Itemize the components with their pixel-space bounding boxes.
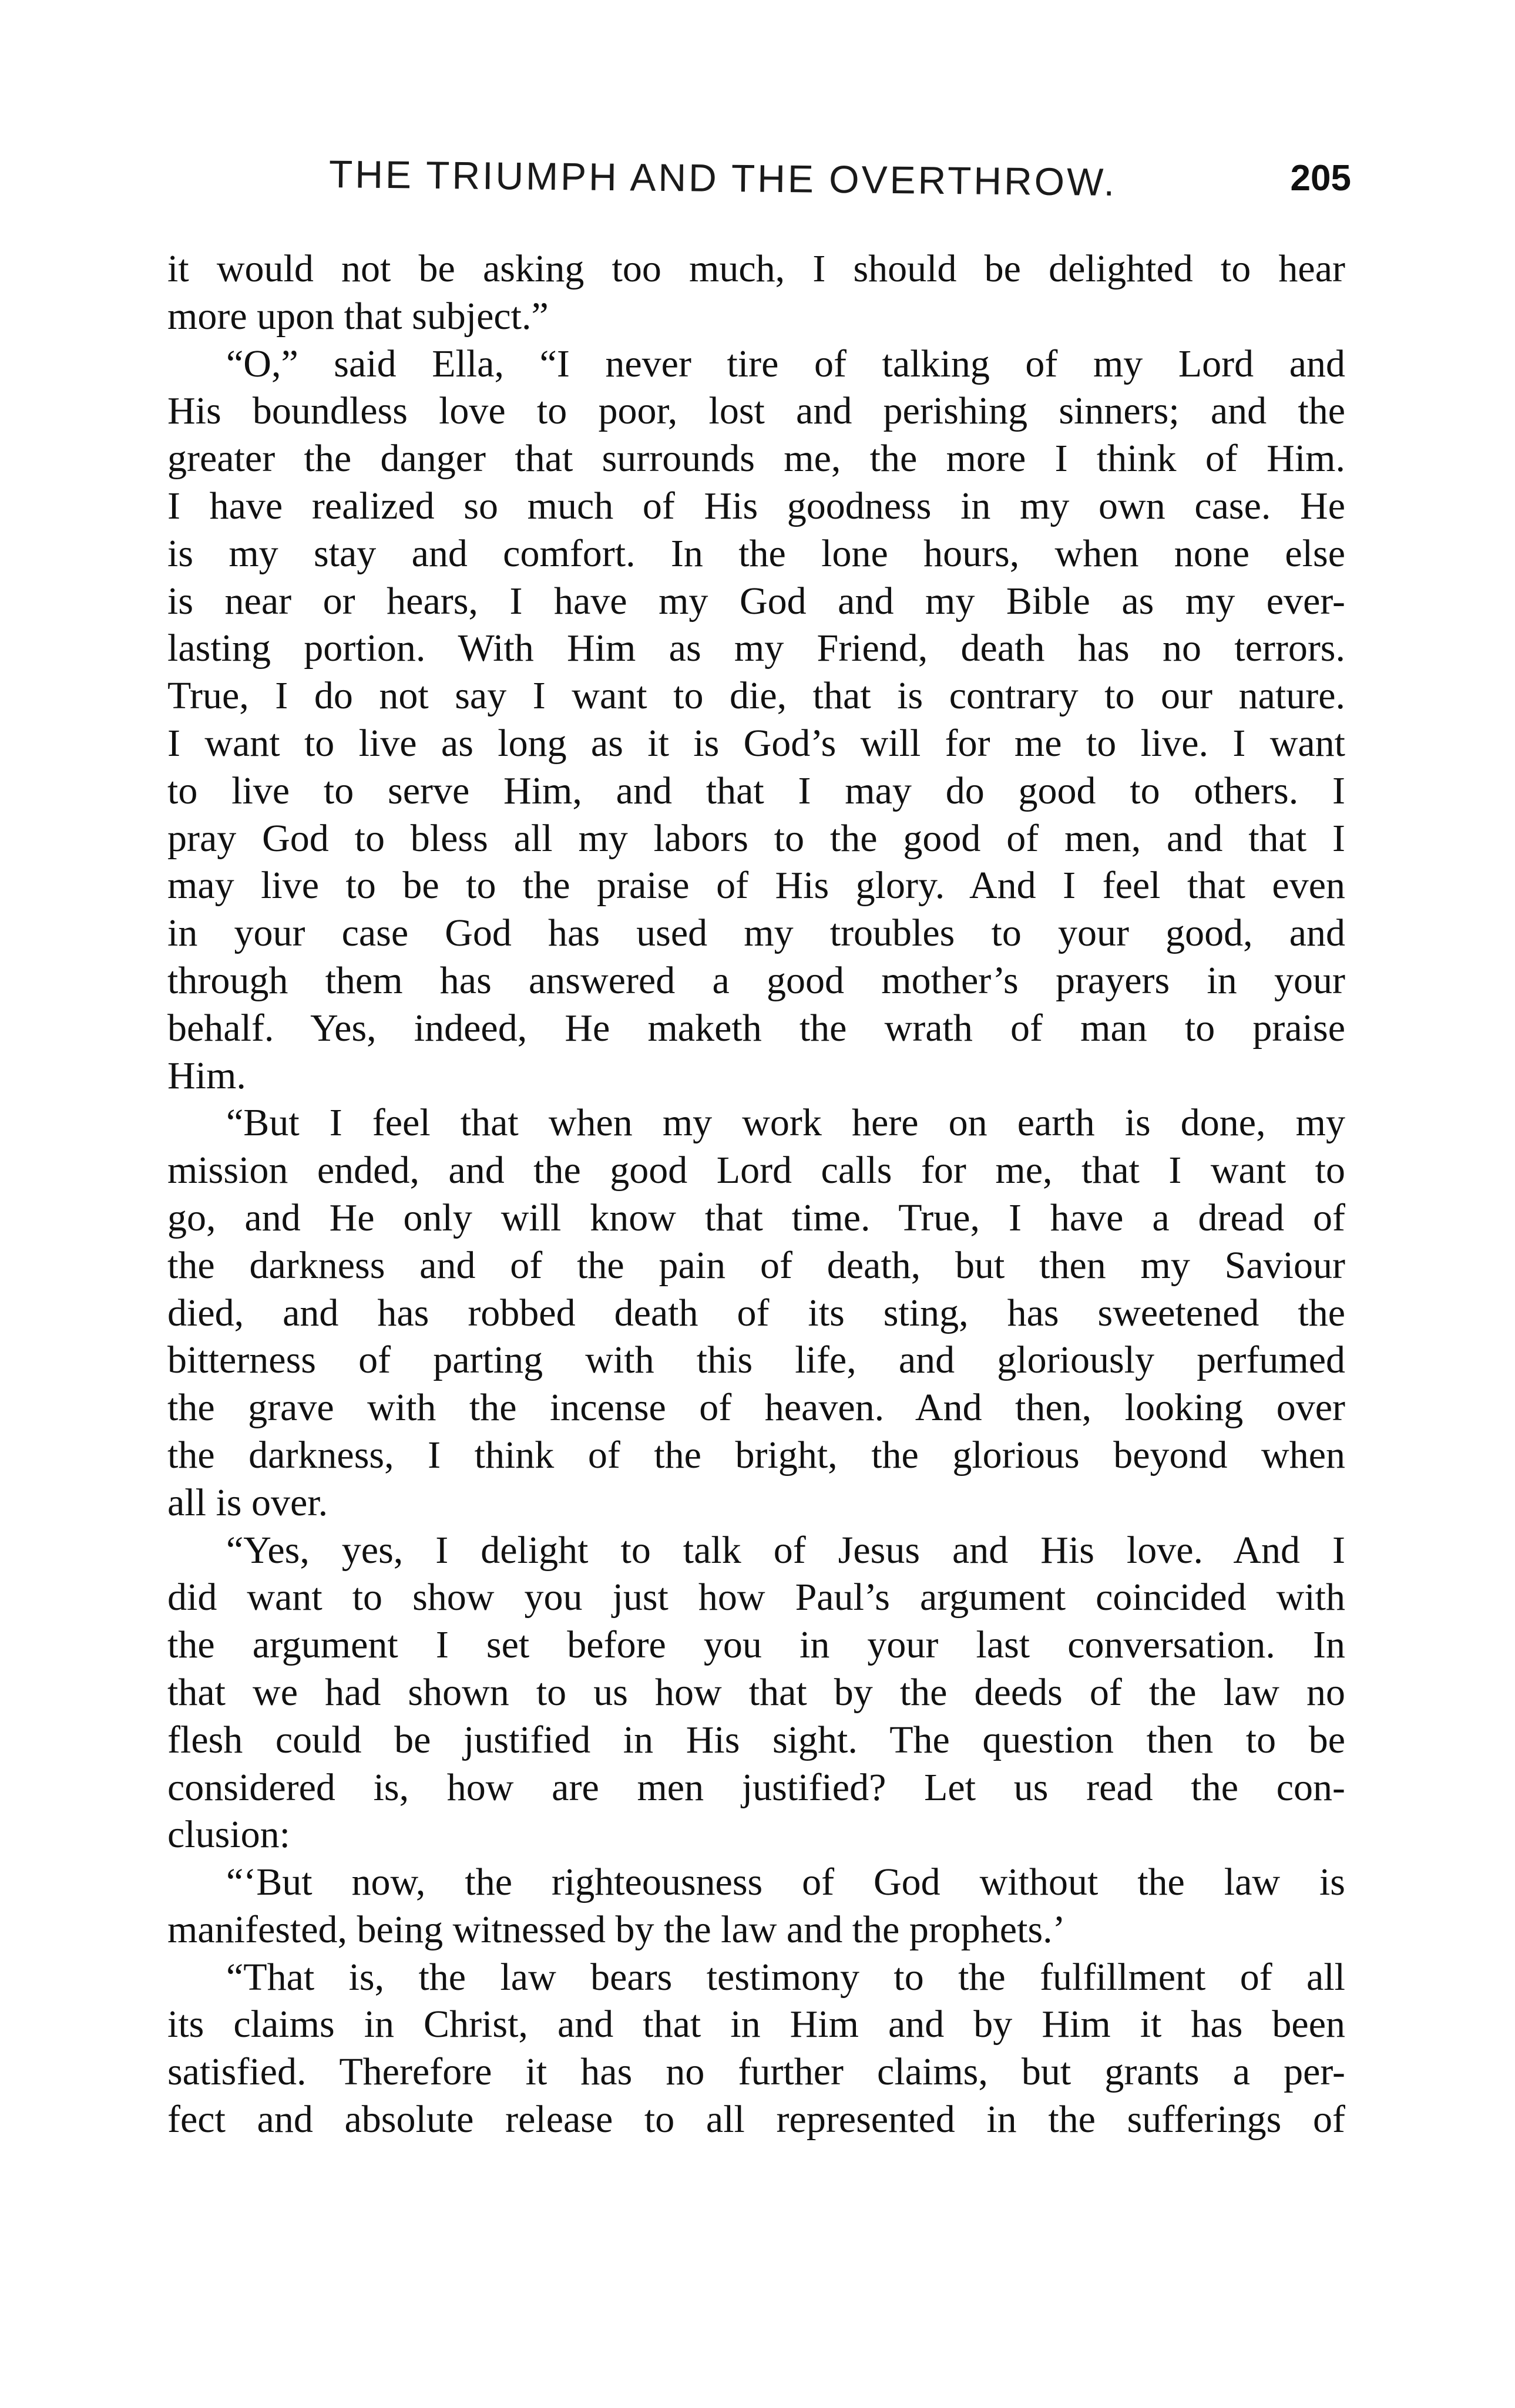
- text-line: is my stay and comfort. In the lone hours, when none else: [167, 532, 1345, 575]
- text-line: the argument I set before you in your last conversation. In: [167, 1623, 1345, 1667]
- paragraph-first-line: “O,” said Ella, “I never tire of talking of my Lord and: [226, 342, 1345, 385]
- text-line: the grave with the incense of heaven. And then, looking over: [167, 1386, 1345, 1430]
- running-head: [328, 152, 1351, 204]
- text-line: Him.: [167, 1054, 246, 1097]
- paragraph-first-line: “‘But now, the righteousness of God without the law is: [226, 1861, 1345, 1904]
- text-line: manifested, being witnessed by the law and the prophets.’: [167, 1908, 1066, 1951]
- text-line: His boundless love to poor, lost and perishing sinners; and the: [167, 389, 1345, 433]
- text-line: the darkness, I think of the bright, the glorious beyond when: [167, 1433, 1345, 1477]
- text-line: mission ended, and the good Lord calls for me, that I want to: [167, 1149, 1345, 1192]
- text-line: that we had shown to us how that by the deeds of the law no: [167, 1670, 1345, 1714]
- text-line: clusion:: [167, 1813, 290, 1857]
- text-line: fect and absolute release to all represented in the sufferings of: [167, 2098, 1345, 2141]
- text-line: its claims in Christ, and that in Him and by Him it has been: [167, 2003, 1345, 2046]
- text-line: bitterness of parting with this life, and gloriously perfumed: [167, 1338, 1345, 1382]
- text-line: satisfied. Therefore it has no further claims, but grants a per-: [167, 2050, 1345, 2094]
- paragraph-first-line: “Yes, yes, I delight to talk of Jesus and His love. And I: [226, 1528, 1345, 1572]
- paragraph-first-line: “But I feel that when my work here on earth is done, my: [226, 1101, 1345, 1145]
- text-line: pray God to bless all my labors to the good of men, and that I: [167, 816, 1345, 860]
- text-line: died, and has robbed death of its sting, has sweetened the: [167, 1291, 1345, 1334]
- page-number: 205: [1290, 158, 1351, 199]
- text-line: more upon that subject.”: [167, 294, 549, 338]
- text-line: I have realized so much of His goodness in my own case. He: [167, 484, 1345, 527]
- text-line: in your case God has used my troubles to your good, and: [167, 912, 1345, 955]
- text-line: I want to live as long as it is God’s will for me to live. I want: [167, 721, 1345, 765]
- text-line: to live to serve Him, and that I may do good to others. I: [167, 769, 1345, 812]
- text-line: considered is, how are men justified? Let us read the con-: [167, 1765, 1345, 1809]
- text-line: behalf. Yes, indeed, He maketh the wrath of man to praise: [167, 1006, 1345, 1050]
- text-line: is near or hears, I have my God and my Bible as my ever-: [167, 579, 1345, 623]
- text-line: did want to show you just how Paul’s argument coincided with: [167, 1576, 1345, 1619]
- text-line: may live to be to the praise of His glory. And I feel that even: [167, 864, 1345, 907]
- text-line: lasting portion. With Him as my Friend, death has no terrors.: [167, 627, 1345, 670]
- text-line: go, and He only will know that time. True, I have a dread of: [167, 1196, 1345, 1239]
- body-text: [167, 245, 1345, 2144]
- text-line: through them has answered a good mother’s prayers in your: [167, 959, 1345, 1002]
- text-line: True, I do not say I want to die, that is contrary to our nature.: [167, 674, 1345, 718]
- text-line: all is over.: [167, 1481, 328, 1524]
- text-line: the darkness and of the pain of death, but then my Saviour: [167, 1243, 1345, 1287]
- running-title: THE TRIUMPH AND THE OVERTHROW.: [328, 152, 1117, 204]
- text-line: it would not be asking too much, I should be delighted to hear: [167, 247, 1345, 290]
- text-line: flesh could be justified in His sight. The question then to be: [167, 1718, 1345, 1761]
- text-line: greater the danger that surrounds me, the more I think of Him.: [167, 437, 1345, 480]
- paragraph-first-line: “That is, the law bears testimony to the fulfillment of all: [226, 1955, 1345, 1999]
